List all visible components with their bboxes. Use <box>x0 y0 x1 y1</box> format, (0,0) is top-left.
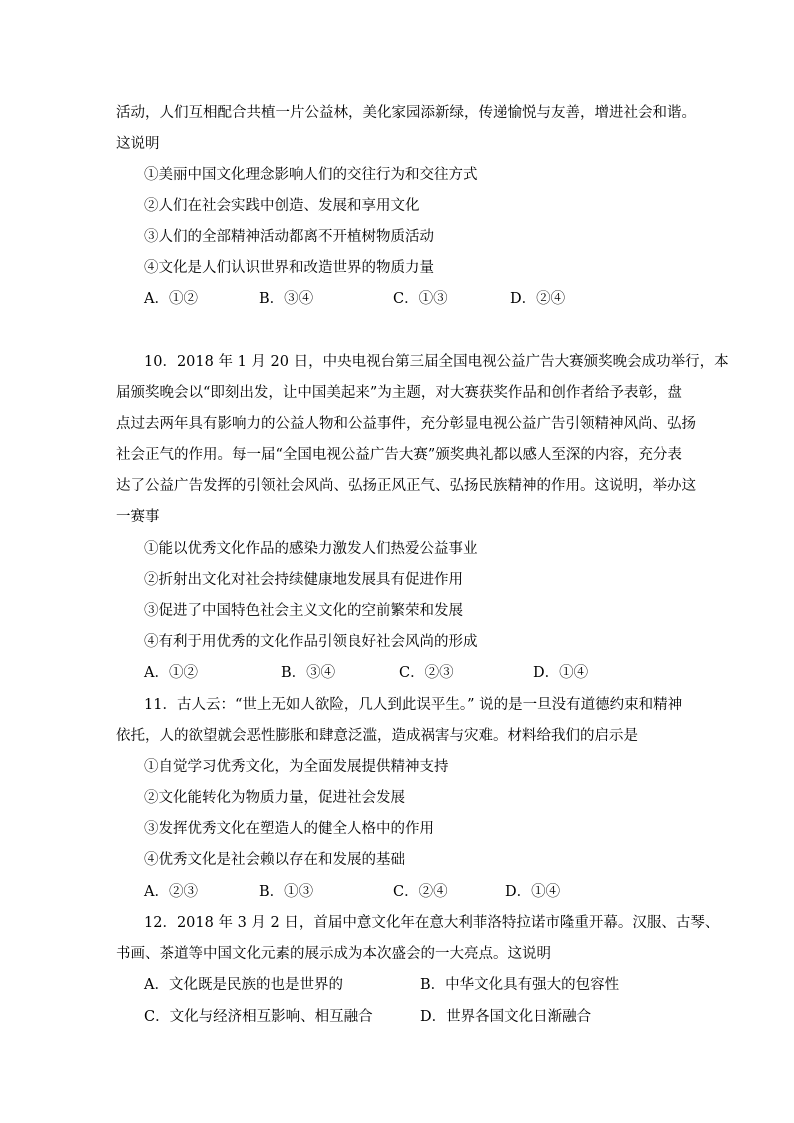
q9-stem-line: 活动，人们互相配合共植一片公益林，美化家园添新绿，传递愉悦与友善，增进社会和谐。 <box>116 105 696 121</box>
q12-stem-line: 书画、茶道等中国文化元素的展示成为本次盛会的一大亮点。这说明 <box>116 946 551 962</box>
q10-option-d: D．①④ <box>533 665 589 681</box>
q10-stem-line: 一赛事 <box>116 509 160 525</box>
q9-item: ②人们在社会实践中创造、发展和享用文化 <box>144 198 420 214</box>
q11-item: ②文化能转化为物质力量，促进社会发展 <box>144 790 405 806</box>
q10-stem-line: 届颁奖晚会以“即刻出发，让中国美起来”为主题，对大赛获奖作品和创作者给予表彰，盘 <box>116 385 682 401</box>
q11-option-c: C．②④ <box>393 884 448 900</box>
q9-option-d: D．②④ <box>510 291 566 307</box>
q11-stem-line: 依托，人的欲望就会恶性膨胀和肆意泛滥，造成祸害与灾难。材料给我们的启示是 <box>116 728 638 744</box>
q11-stem-line: 11．古人云：“世上无如人欲险，几人到此误平生。” 说的是一旦没有道德约束和精神 <box>144 697 683 713</box>
q10-stem-line: 点过去两年具有影响力的公益人物和公益事件，充分彰显电视公益广告引领精神风尚、弘扬 <box>116 416 696 432</box>
q10-item: ①能以优秀文化作品的感染力激发人们热爱公益事业 <box>144 541 478 557</box>
q11-option-d: D．①④ <box>505 884 561 900</box>
q12-option-d: D．世界各国文化日渐融合 <box>420 1009 592 1025</box>
q9-item: ④文化是人们认识世界和改造世界的物质力量 <box>144 260 434 276</box>
q11-item: ④优秀文化是社会赖以存在和发展的基础 <box>144 852 405 868</box>
q12-option-a: A．文化既是民族的也是世界的 <box>144 977 343 993</box>
q9-item: ③人们的全部精神活动都离不开植树物质活动 <box>144 229 434 245</box>
q10-item: ②折射出文化对社会持续健康地发展具有促进作用 <box>144 572 463 588</box>
q10-option-a: A．①② <box>144 665 198 681</box>
q10-item: ④有利于用优秀的文化作品引领良好社会风尚的形成 <box>144 634 478 650</box>
q10-stem-line: 社会正气的作用。每一届“全国电视公益广告大赛”颁奖典礼都以感人至深的内容，充分表 <box>116 447 682 463</box>
q10-stem-line: 10．2018 年 1 月 20 日，中央电视台第三届全国电视公益广告大赛颁奖晚会成功举行，本 <box>144 354 729 370</box>
q11-option-a: A．②③ <box>144 884 198 900</box>
q10-option-b: B．③④ <box>281 665 336 681</box>
q12-option-c: C．文化与经济相互影响、相互融合 <box>144 1009 373 1025</box>
q9-item: ①美丽中国文化理念影响人们的交往行为和交往方式 <box>144 167 478 183</box>
q10-item: ③促进了中国特色社会主义文化的空前繁荣和发展 <box>144 603 463 619</box>
q10-option-c: C．②③ <box>399 665 454 681</box>
q9-option-c: C．①③ <box>393 291 448 307</box>
q11-item: ③发挥优秀文化在塑造人的健全人格中的作用 <box>144 821 434 837</box>
q9-stem-line: 这说明 <box>116 136 160 152</box>
q10-stem-line: 达了公益广告发挥的引领社会风尚、弘扬正风正气、弘扬民族精神的作用。这说明，举办这 <box>116 478 696 494</box>
q9-option-a: A．①② <box>144 291 198 307</box>
q12-stem-line: 12．2018 年 3 月 2 日，首届中意文化年在意大利菲洛特拉诺市隆重开幕。汉服、古琴、 <box>144 915 720 931</box>
q11-item: ①自觉学习优秀文化，为全面发展提供精神支持 <box>144 759 449 775</box>
q11-option-b: B．①③ <box>259 884 314 900</box>
q9-option-b: B．③④ <box>259 291 314 307</box>
q12-option-b: B．中华文化具有强大的包容性 <box>420 977 620 993</box>
